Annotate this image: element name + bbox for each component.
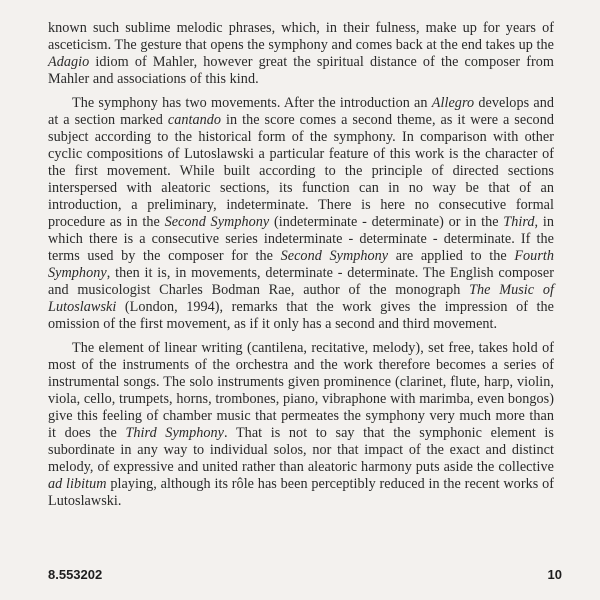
body-text xyxy=(48,20,554,510)
italic-title: Second Symphony xyxy=(164,214,270,230)
text-run: The element of linear writing (cantilena, recitative, melody), set free, takes hold of most of the instruments of the orchestra and the work therefore becomes a series of instrumental songs. The solo instruments given prominence (clarinet, flute, harp, violin, viola, cello, trumpets, horns, trombones, piano, vibraphone with marimba, even bongos) give this feeling of chamber music that permeates the symphony very much more than it does the xyxy=(48,340,554,441)
text-run: idiom of Mahler, however great the spiritual distance of the composer from Mahler and associations of this kind. xyxy=(48,54,554,87)
text-run: , then it is, in movements, determinate - determinate. The English composer and musicologist Charles Bodman Rae, author of the monograph xyxy=(48,265,554,298)
text-run: in the score comes a second theme, as it were a second subject according to the historical form of the symphony. In comparison with other cyclic compositions of Lutoslawski a particular feature of this work is the character of the first movement. While built according to the principle of directed sections interspersed with aleatoric sections, its function can in no way be that of an introduction, a preliminary, indeterminate. There is here no consecutive formal procedure as in the xyxy=(48,112,554,230)
italic-title: Allegro xyxy=(431,95,475,111)
italic-title: Adagio xyxy=(48,54,90,70)
text-run: . That is not to say that the symphonic element is subordinate in any way to individual solos, nor that impact of the exact and distinct melody, of expressive and united rather than aleatoric harmony puts aside the collective xyxy=(48,425,554,475)
text-run: The symphony has two movements. After the introduction an xyxy=(72,95,432,111)
text-run: known such sublime melodic phrases, which, in their fulness, make up for years of asceticism. The gesture that opens the symphony and comes back at the end takes up the xyxy=(48,20,554,53)
italic-title: Third Symphony xyxy=(125,425,225,441)
text-run: (indeterminate - determinate) or in the xyxy=(269,214,504,230)
page-footer xyxy=(48,567,562,582)
text-run: playing, although its rôle has been perceptibly reduced in the recent works of Lutoslawski. xyxy=(48,476,554,509)
page-number: 10 xyxy=(547,567,562,582)
catalog-number: 8.553202 xyxy=(48,567,103,582)
paragraph-2 xyxy=(48,95,554,333)
italic-title: Fourth Symphony xyxy=(48,248,555,281)
paragraph-3 xyxy=(48,340,554,510)
text-run: , in which there is a consecutive series indeterminate - determinate - determinate. If the terms used by the composer for the xyxy=(48,214,554,264)
italic-title: Third xyxy=(503,214,535,230)
text-run: are applied to the xyxy=(388,248,515,264)
italic-title: Second Symphony xyxy=(280,248,389,264)
text-run: develops and at a section marked xyxy=(48,95,554,128)
italic-title: ad libitum xyxy=(48,476,107,492)
italic-title: The Music of Lutoslawski xyxy=(48,282,554,315)
paragraph-1 xyxy=(48,20,554,88)
text-run: (London, 1994), remarks that the work gives the impression of the omission of the first movement, as if it only has a second and third movement. xyxy=(48,299,554,332)
italic-title: cantando xyxy=(167,112,222,128)
